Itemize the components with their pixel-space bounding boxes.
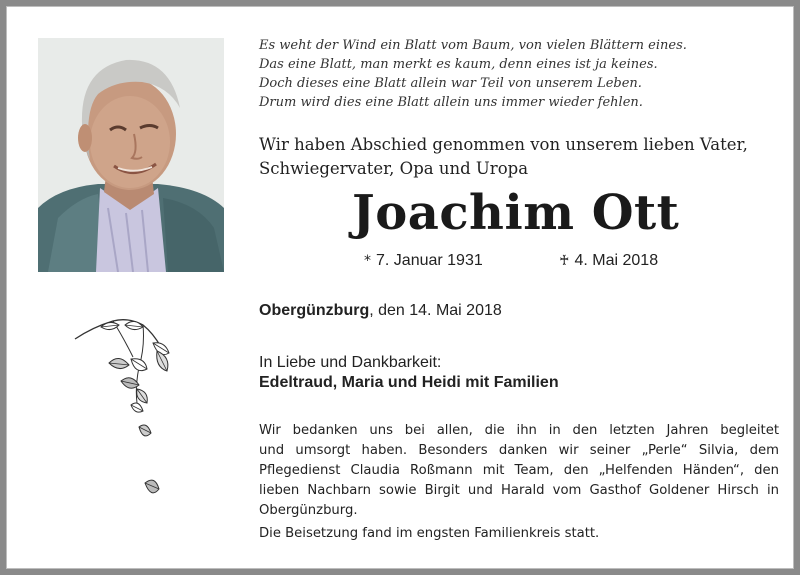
thanks-line: Pflegedienst Claudia Roßmann mit Team, den „Helfenden Händen“, den <box>259 463 779 478</box>
intro-line: Wir haben Abschied genommen von unserem lieben Vater, <box>259 135 748 154</box>
birth-date-text: 7. Januar 1931 <box>376 252 483 269</box>
place-name: Obergünzburg <box>259 302 370 319</box>
place-and-date <box>259 301 502 321</box>
death-date-text: 4. Mai 2018 <box>574 252 659 269</box>
burial-note: Die Beisetzung fand im engsten Familienkreis statt. <box>259 526 600 541</box>
mourners-names: Edeltraud, Maria und Heidi mit Familien <box>259 374 559 391</box>
obituary-card <box>6 6 794 569</box>
birth-date <box>364 251 483 271</box>
cross-icon: ♰ <box>559 253 570 269</box>
notice-date: , den 14. Mai 2018 <box>369 302 502 319</box>
poem <box>259 36 779 112</box>
portrait-photo <box>38 38 224 272</box>
farewell-intro <box>259 133 789 181</box>
poem-line: Es weht der Wind ein Blatt vom Baum, von vielen Blättern eines. <box>259 38 687 53</box>
deceased-name: Joachim Ott <box>352 185 680 241</box>
poem-line: Doch dieses eine Blatt allein war Teil von unserem Leben. <box>259 76 642 91</box>
mourners-intro: In Liebe und Dankbarkeit: <box>259 354 442 371</box>
thanks-line: lieben Nachbarn sowie Birgit und Harald vom Gasthof Goldener Hirsch in <box>259 483 779 498</box>
thanks-line: Obergünzburg. <box>259 503 358 518</box>
death-date <box>559 251 658 271</box>
thanks-line: und umsorgt haben. Besonders danken wir seiner „Perle“ Silvia, dem <box>259 443 779 458</box>
falling-leaves-illustration <box>73 307 183 512</box>
poem-line: Das eine Blatt, man merkt es kaum, denn eines ist ja keines. <box>259 57 658 72</box>
thanks-paragraph <box>259 421 779 521</box>
thanks-line: Wir bedanken uns bei allen, die ihn in den letzten Jahren begleitet <box>259 423 779 438</box>
intro-line: Schwiegervater, Opa und Uropa <box>259 159 529 178</box>
birth-star-icon: * <box>364 253 371 269</box>
poem-line: Drum wird dies eine Blatt allein uns immer wieder fehlen. <box>259 95 643 110</box>
